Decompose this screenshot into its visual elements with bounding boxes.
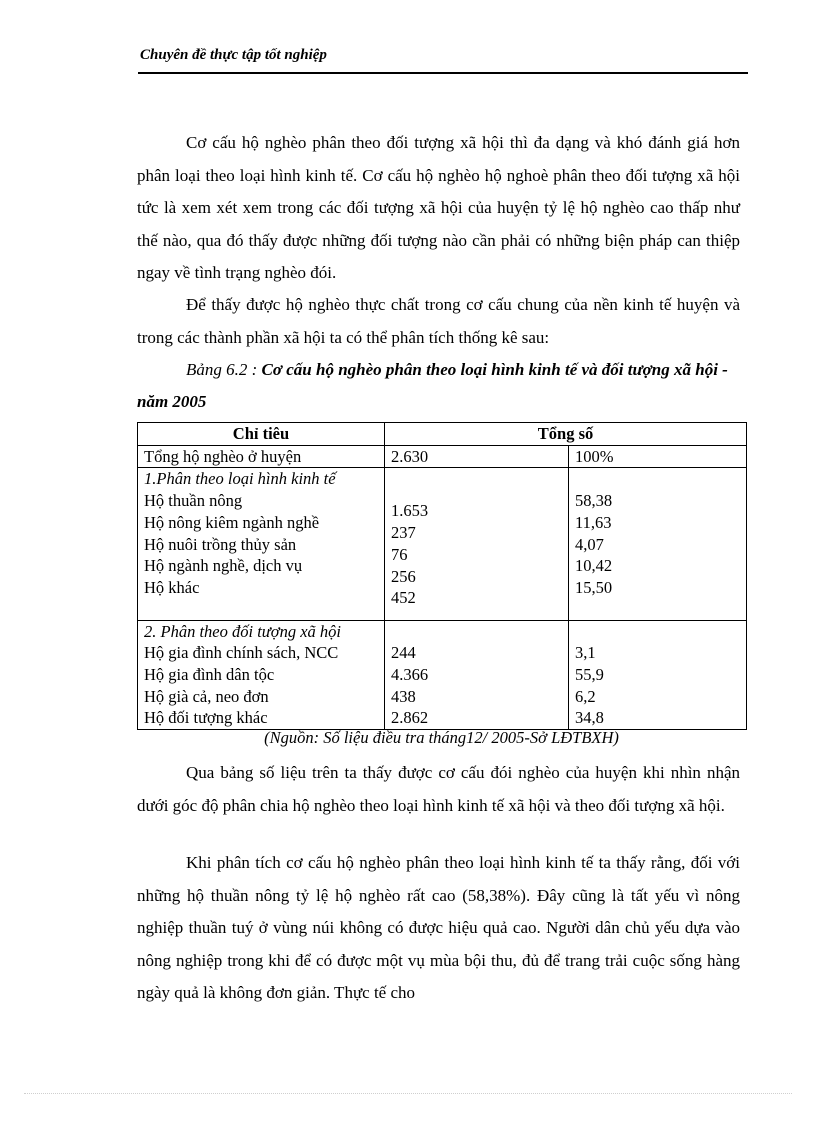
group1-count: 237 (391, 523, 416, 543)
table-caption-title: Cơ cấu hộ nghèo phân theo loại hình kinh tế và đối tượng xã hội - năm 2005 (137, 360, 728, 411)
group2-percent: 6,2 (575, 686, 596, 706)
group1-title: 1.Phân theo loại hình kinh tế (144, 469, 336, 489)
table-source-note: (Nguồn: Số liệu điều tra tháng12/ 2005-Sở LĐTBXH) (264, 728, 619, 747)
group2-label: Hộ gia đình chính sách, NCC (144, 643, 339, 663)
page-header: Chuyên đề thực tập tốt nghiệp (140, 47, 327, 63)
group1-count: 452 (391, 588, 416, 608)
group1-percent: 11,63 (575, 512, 612, 532)
page-bottom-divider (24, 1093, 792, 1094)
group2-count: 244 (391, 643, 416, 663)
paragraph-2: Để thấy được hộ nghèo thực chất trong cơ cấu chung của nền kinh tế huyện và trong các thành phần xã hội ta có thể phân tích thống kê sau: (137, 295, 740, 347)
header-rule (138, 72, 748, 74)
table-group-social (138, 620, 747, 730)
group1-count: 76 (391, 544, 408, 564)
group1-percent: 15,50 (575, 577, 613, 597)
total-count: 2.630 (385, 445, 569, 468)
table-header-row (138, 423, 747, 446)
group2-label: Hộ già cả, neo đơn (144, 686, 269, 706)
group1-label: Hộ khác (144, 577, 200, 597)
group1-percent: 10,42 (575, 556, 613, 576)
total-label: Tổng hộ nghèo ở huyện (138, 445, 385, 468)
group2-label: Hộ đối tượng khác (144, 708, 268, 728)
group2-title: 2. Phân theo đối tượng xã hội (144, 621, 341, 641)
group2-label: Hộ gia đình dân tộc (144, 665, 275, 685)
header-total: Tổng số (385, 423, 747, 446)
table-caption-label: Bảng 6.2 : (186, 360, 258, 379)
table-row-total (138, 445, 747, 468)
group1-percent: 58,38 (575, 491, 613, 511)
paragraph-4: Khi phân tích cơ cấu hộ nghèo phân theo loại hình kinh tế ta thấy rằng, đối với những hộ thuần nông tỷ lệ hộ nghèo rất cao (58,38%). Đây cũng là tất yếu vì nông nghiệp thuần tuý ở vùng núi không có được hiệu quả cao. Người dân chủ yếu dựa vào nông nghiệp trong khi để có được một vụ mùa bội thu, đủ để trang trải cuộc sống hàng ngày quả là không đơn giản. Thực tế cho (137, 853, 740, 1002)
header-indicator: Chỉ tiêu (138, 423, 385, 446)
group1-label: Hộ nuôi trồng thủy sản (144, 534, 297, 554)
table-group-economic (138, 468, 747, 620)
table-caption (137, 354, 742, 418)
paragraph-3: Qua bảng số liệu trên ta thấy được cơ cấu đói nghèo của huyện khi nhìn nhận dưới góc độ phân chia hộ nghèo theo loại hình kinh tế xã hội và theo đối tượng xã hội. (137, 763, 740, 815)
group2-count: 2.862 (391, 708, 429, 728)
group2-count: 4.366 (391, 665, 429, 685)
group1-percent: 4,07 (575, 534, 604, 554)
group1-count: 256 (391, 566, 416, 586)
group2-percent: 3,1 (575, 643, 596, 663)
poverty-structure-table (137, 422, 747, 730)
group2-count: 438 (391, 686, 416, 706)
group1-label: Hộ ngành nghề, dịch vụ (144, 556, 303, 576)
group2-percent: 34,8 (575, 708, 604, 728)
group2-percent: 55,9 (575, 665, 604, 685)
group1-label: Hộ thuần nông (144, 491, 243, 511)
group1-count: 1.653 (391, 501, 429, 521)
paragraph-1: Cơ cấu hộ nghèo phân theo đối tượng xã hội thì đa dạng và khó đánh giá hơn phân loại theo loại hình kinh tế. Cơ cấu hộ nghèo hộ nghoè phân theo đối tượng xã hội tức là xem xét xem trong các đối tượng xã hội của huyện tỷ lệ hộ nghèo cao thấp như thế nào, qua đó thấy được những đối tượng nào cần phải có những biện pháp can thiệp ngay về tình trạng nghèo đói. (137, 133, 740, 282)
group1-label: Hộ nông kiêm ngành nghề (144, 512, 320, 532)
total-percent: 100% (569, 445, 747, 468)
